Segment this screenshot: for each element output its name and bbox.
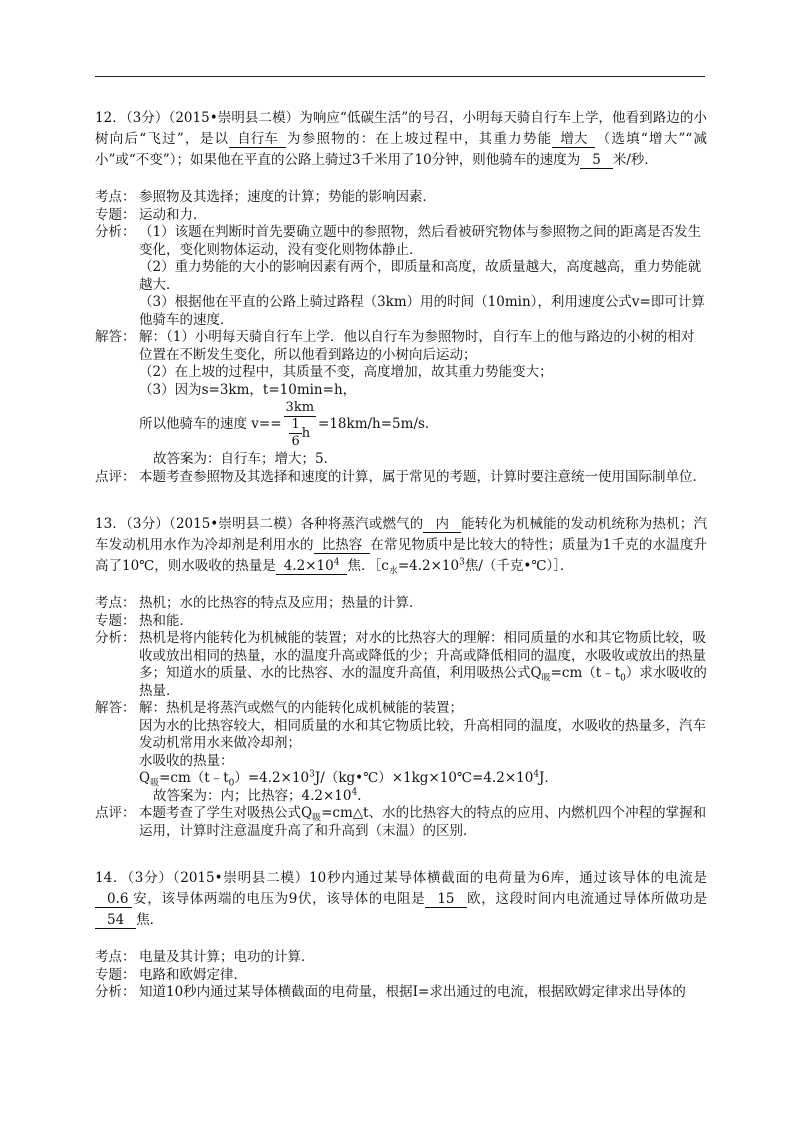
solution-13 bbox=[95, 595, 707, 840]
answer-blank: 比热容 bbox=[314, 537, 371, 554]
question-14: 14．（3分）（2015•崇明县二模）10秒内通过某导体横截面的电荷量为6库，通过该导体的电流是0.6 安，该导体两端的电压为9伏，该导体的电阻是 15 欧，这段时间内电流通过导体所做功是54 焦． bbox=[95, 870, 707, 928]
zhuanti-row: 专题： 电路和欧姆定律． bbox=[95, 966, 247, 983]
dianping-row: 点评： 本题考查参照物及其选择和速度的计算，属于常见的考题，计算时要注意统一使用国际制单位． bbox=[95, 468, 706, 485]
dianping-row: 点评： 本题考查了学生对吸热公式$Q_吸=cm\triangle t$、水的比热容大的特点的应用、内燃机四个冲程的掌握和运用，计算时注意温度升高了和升高到（末温）的区别． bbox=[95, 805, 707, 839]
fenxi-row: 分析： 知道10秒内通过某导体横截面的电荷量，根据I=求出通过的电流，根据欧姆定律求出导体的 bbox=[95, 984, 686, 1000]
kaodian-row: 考点： 电量及其计算；电功的计算． bbox=[95, 949, 315, 965]
fraction: 3km $\frac{1}{6}$ h bbox=[285, 400, 315, 449]
answer-blank: 5 bbox=[580, 152, 613, 169]
answer-blank: 15 bbox=[425, 891, 466, 908]
solution-12 bbox=[95, 189, 707, 486]
kaodian-row: 考点： 热机；水的比热容的特点及应用；热量的计算． bbox=[95, 595, 423, 611]
zhuanti-row: 专题： 运动和力． bbox=[95, 206, 207, 223]
question-13: 13．（3分）（2015•崇明县二模）各种将蒸汽或燃气的 内 能转化为机械能的发动机统称为热机；汽车发动机用水作为冷却剂是利用水的 比热容 在常见物质中是比较大的特性；质量为1千克的水温度升高了10℃，则水吸收的热量是 $4.2\times 10^4$ 焦．$[c_水=4.2\times 10^3$焦/（千克•℃）］． bbox=[95, 516, 708, 577]
jieda-row: 解答： 解：（1）小明每天骑自行车上学．他以自行车为参照物时，自行车上的他与路边的小树的相对位置在不断发生变化，所以他看到路边的小树向后运动； （2）在上坡的过程中，其质量不变，高度增加，故其重力势能变大； （3）因为s=3km，t=10min=h， 所以他骑车的速度 v== 3km $\frac{1}{6}$ h =18km/h=5m/s． 故答案为：自行车；增大；5． bbox=[95, 329, 707, 469]
answer-blank: 0.6 bbox=[95, 891, 132, 908]
fraction: $\frac{1}{6}$ bbox=[291, 417, 300, 449]
question-number: 12． bbox=[95, 110, 126, 126]
jieda-row: 解答： 解：热机是将蒸汽或燃气的内能转化成机械能的装置； 因为水的比热容较大，相同质量的水和其它物质比较，升高相同的温度，水吸收的热量多，汽车发动机常用水来做冷却剂； 水吸收的热量： $Q_吸=cm(t﹣t_0)=4.2\times 10^3J/(kg•℃)\times 1kg\times 10℃=4.2\times 10^4J$． 故答案为：内；比热容；$4.2\times 10^4$． bbox=[95, 700, 706, 804]
document-page bbox=[95, 108, 707, 1002]
answer-blank: $4.2\times 10^4$ bbox=[276, 558, 348, 575]
answer-blank: 内 bbox=[423, 516, 461, 533]
heat-calculation: $Q_吸=cm(t﹣t_0)=4.2\times 10^3J/(kg•℃)\times 1kg\times 10℃=4.2\times 10^4J$． bbox=[139, 769, 558, 789]
answer-blank: 增大 bbox=[552, 131, 595, 148]
answer-blank: 54 bbox=[95, 912, 136, 929]
fenxi-row: 分析： （1）该题在判断时首先要确立题中的参照物，然后看被研究物体与参照物之间的距离是否发生变化，变化则物体运动，没有变化则物体静止． （2）重力势能的大小的影响因素有两个，即质量和高度，故质量越大，高度越高，重力势能就越大． （3）根据他在平直的公路上骑过路程（3km）用的时间（10min），利用速度公式v=即可计算他骑车的速度． bbox=[95, 224, 705, 328]
zhuanti-row: 专题： 热和能． bbox=[95, 612, 193, 629]
kaodian-row: 考点： 参照物及其选择；速度的计算；势能的影响因素． bbox=[95, 189, 436, 205]
question-12: 12．（3分）（2015•崇明县二模）为响应“低碳生活”的号召，小明每天骑自行车上学，他看到路边的小树向后“飞过”，是以 自行车 为参照物的：在上坡过程中，其重力势能 增大 （选填“增大”“减小”或“不变”）；如果他在平直的公路上骑过3千米用了10分钟，则他骑车的速度为 5 米/秒． bbox=[95, 110, 707, 168]
solution-14 bbox=[95, 949, 707, 1002]
answer-blank: 自行车 bbox=[229, 131, 286, 148]
fenxi-row: 分析： 热机是将内能转化为机械能的装置；对水的比热容大的理解：相同质量的水和其它物质比较，吸收或放出相同的热量，水的温度升高或降低的少；升高或降低相同的温度，水吸收或放出的热量多；知道水的质量、水的比热容、水的温度升高值，利用吸热公式$Q_吸=cm(t﹣t_0)$求水吸收的热量． bbox=[95, 630, 707, 699]
question-number: 14． bbox=[95, 870, 128, 886]
question-number: 13． bbox=[95, 516, 127, 532]
speed-formula: 所以他骑车的速度 v== 3km $\frac{1}{6}$ h =18km/h=5m/s． bbox=[139, 400, 439, 449]
header-rule bbox=[95, 76, 705, 77]
